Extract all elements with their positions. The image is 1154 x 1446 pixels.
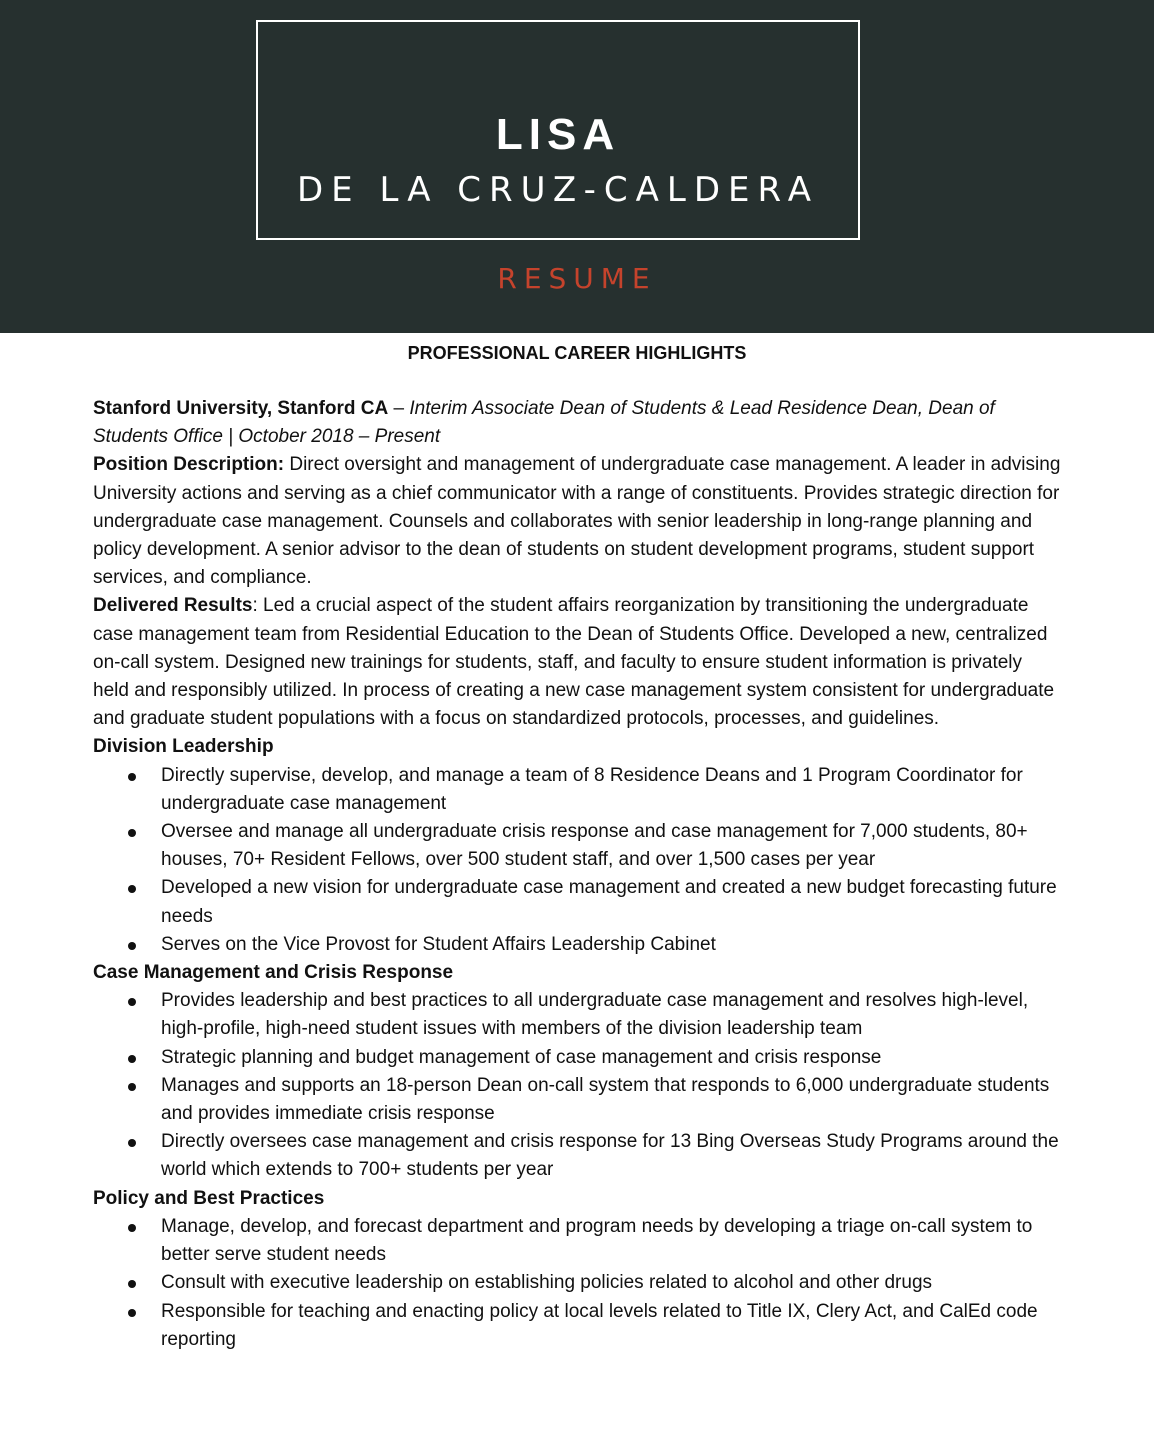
section-heading-policy: Policy and Best Practices (93, 1187, 325, 1209)
list-item (161, 818, 1063, 874)
list-item-text: Provides leadership and best practices to all undergraduate case management and resolves high-level, high-profile, high-need student issues with members of the division leadership team (161, 990, 1029, 1040)
list-item (161, 1044, 1063, 1072)
bullet-icon (128, 829, 136, 837)
list-item (161, 1213, 1063, 1269)
list-item-text: Directly oversees case management and crisis response for 13 Bing Overseas Study Programs around the world which extends to 700+ students per year (161, 1131, 1059, 1181)
division-leadership-list (93, 762, 1063, 959)
bullet-icon (128, 942, 136, 950)
resume-content (93, 395, 1063, 1354)
list-item (161, 1298, 1063, 1354)
job-heading (93, 395, 1063, 451)
list-item (161, 1072, 1063, 1128)
first-name: LISA (495, 110, 621, 159)
position-description (93, 451, 1063, 592)
section-heading-case-management: Case Management and Crisis Response (93, 962, 454, 984)
bullet-icon (128, 1280, 136, 1288)
bullet-icon (128, 773, 136, 781)
section-title: PROFESSIONAL CAREER HIGHLIGHTS (407, 343, 747, 363)
delivered-results-label: Delivered Results (93, 595, 253, 617)
bullet-icon (128, 1224, 136, 1232)
position-description-text: Direct oversight and management of undergraduate case management. A leader in advising University actions and serving as a chief communicator with a range of constituents. Provides strategic direction for undergraduate case management. Counsels and collaborates with senior leadership in long-range planning and policy development. A senior advisor to the dean of students on student development programs, student support services, and compliance. (93, 454, 1061, 589)
list-item (161, 1128, 1063, 1184)
delivered-results-text: : Led a crucial aspect of the student affairs reorganization by transitioning the undergraduate case management team from Residential Education to the Dean of Students Office. Developed a new, centralized on-call system. Designed new trainings for students, staff, and faculty to ensure student information is privately held and responsibly utilized. In process of creating a new case management system consistent for undergraduate and graduate student populations with a focus on standardized protocols, processes, and guidelines. (93, 595, 1055, 730)
list-item-text: Manages and supports an 18-person Dean on-call system that responds to 6,000 undergraduate students and provides immediate crisis response (161, 1074, 1050, 1125)
list-item-text: Consult with executive leadership on establishing policies related to alcohol and other drugs (161, 1272, 933, 1294)
list-item (161, 762, 1063, 818)
bullet-icon (128, 1055, 136, 1063)
list-item-text: Developed a new vision for undergraduate case management and created a new budget forecasting future needs (161, 877, 1057, 927)
document-type-label: RESUME (497, 262, 657, 295)
bullet-icon (128, 1139, 136, 1147)
list-item (161, 1269, 1063, 1297)
header-banner (0, 0, 1154, 333)
bullet-icon (128, 1083, 136, 1091)
list-item-text: Serves on the Vice Provost for Student Affairs Leadership Cabinet (161, 933, 716, 955)
employer: Stanford University, Stanford CA (93, 398, 389, 419)
job-position: Interim Associate Dean of Students & Lead Residence Dean, Dean of Students Office | October 2018 – Present (93, 398, 995, 448)
list-item-text: Oversee and manage all undergraduate crisis response and case management for 7,000 students, 80+ houses, 70+ Resident Fellows, over 500 student staff, and over 1,500 cases per year (161, 821, 1028, 871)
delivered-results (93, 592, 1063, 733)
bullet-icon (128, 1309, 136, 1317)
list-item (161, 987, 1063, 1043)
section-heading-division-leadership: Division Leadership (93, 736, 274, 758)
last-name: DE LA CRUZ-CALDERA (297, 170, 819, 210)
list-item-text: Strategic planning and budget management of case management and crisis response (161, 1046, 882, 1068)
list-item-text: Directly supervise, develop, and manage a team of 8 Residence Deans and 1 Program Coordinator for undergraduate case management (161, 764, 1023, 814)
case-management-list (93, 987, 1063, 1184)
bullet-icon (128, 885, 136, 893)
heading-separator: – (388, 398, 410, 419)
name-frame (256, 20, 860, 240)
policy-list (93, 1213, 1063, 1354)
list-item-text: Responsible for teaching and enacting policy at local levels related to Title IX, Clery Act, and CalEd code reporting (161, 1300, 1038, 1350)
list-item (161, 931, 1063, 959)
list-item-text: Manage, develop, and forecast department and program needs by developing a triage on-call system to better serve student needs (161, 1215, 1033, 1266)
bullet-icon (128, 998, 136, 1006)
list-item (161, 874, 1063, 930)
position-description-label: Position Description: (93, 454, 285, 476)
